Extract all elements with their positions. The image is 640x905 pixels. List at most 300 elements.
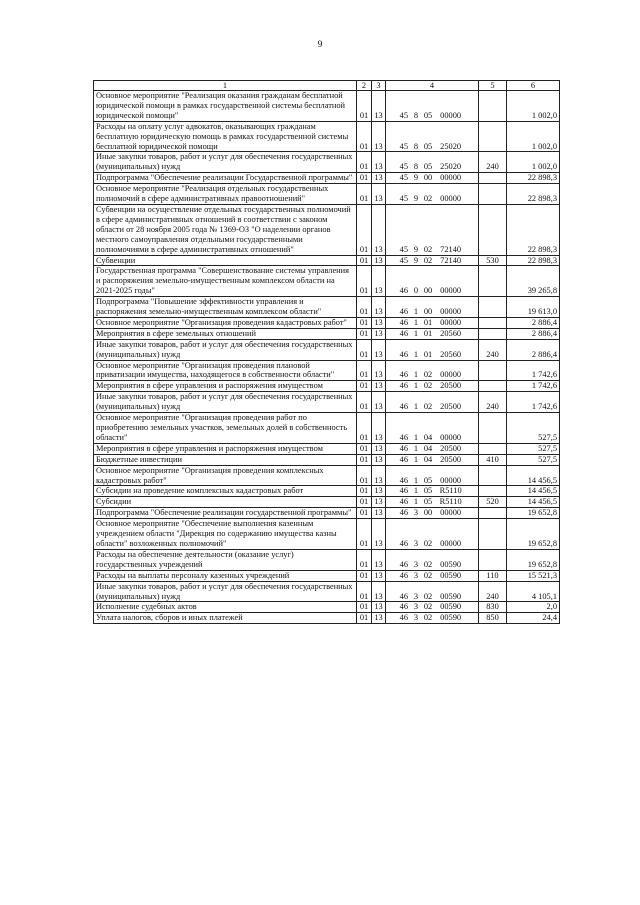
row-program-code [386, 519, 479, 550]
program-code-part: 3 [413, 538, 419, 548]
program-code-part: 3 [413, 613, 419, 623]
row-name: Подпрограмма "Обеспечение реализации государственной программы" [94, 508, 357, 519]
row-name: Иные закупки товаров, работ и услуг для обеспечения государственных (муниципальных) нужд [94, 581, 357, 602]
row-name: Расходы на выплаты персоналу казенных учреждений [94, 570, 357, 581]
row-program-code [386, 602, 479, 613]
program-code-part: 46 [399, 370, 409, 380]
row-name: Подпрограмма "Обеспечение реализации Государственной программы" [94, 173, 357, 184]
row-expense-type [479, 173, 507, 184]
program-code-part: 46 [399, 538, 409, 548]
program-code-part: 02 [423, 194, 433, 204]
table-row [94, 266, 560, 297]
row-name: Мероприятия в сфере земельных отношений [94, 328, 357, 339]
row-expense-type: 520 [479, 497, 507, 508]
header-col-6: 6 [507, 81, 560, 91]
program-code-part: 1 [413, 497, 419, 507]
row-amount: 1 002,0 [507, 121, 560, 152]
row-section: 01 [357, 497, 372, 508]
row-expense-type [479, 360, 507, 381]
program-code-part: 46 [399, 475, 409, 485]
row-subsection: 13 [372, 184, 386, 205]
row-program-code [386, 266, 479, 297]
program-code-part: 00000 [440, 286, 462, 296]
row-name: Основное мероприятие "Реализация оказания гражданам бесплатной юридической помощи в рамках государственной системы бесплатной юридической помощи" [94, 91, 357, 122]
table-row [94, 486, 560, 497]
program-code-part: 8 [413, 162, 419, 172]
table-row [94, 91, 560, 122]
table-row [94, 392, 560, 413]
program-code-part: 05 [423, 497, 433, 507]
row-section: 01 [357, 328, 372, 339]
program-code-part: 00000 [440, 110, 462, 120]
table-row [94, 497, 560, 508]
program-code-part: 05 [423, 162, 433, 172]
row-expense-type: 240 [479, 339, 507, 360]
row-subsection: 13 [372, 549, 386, 570]
table-row [94, 297, 560, 318]
row-program-code [386, 508, 479, 519]
program-code-part: 46 [399, 443, 409, 453]
table-row [94, 204, 560, 255]
row-subsection: 13 [372, 454, 386, 465]
row-subsection: 13 [372, 519, 386, 550]
page-number: 9 [317, 40, 323, 50]
row-subsection: 13 [372, 297, 386, 318]
row-section: 01 [357, 465, 372, 486]
row-program-code [386, 486, 479, 497]
row-section: 01 [357, 339, 372, 360]
table-row [94, 508, 560, 519]
row-expense-type: 110 [479, 570, 507, 581]
program-code-part: 25020 [440, 141, 462, 151]
row-expense-type [479, 549, 507, 570]
row-subsection: 13 [372, 381, 386, 392]
table-row [94, 602, 560, 613]
program-code-part: 00590 [440, 591, 462, 601]
row-section: 01 [357, 613, 372, 624]
program-code-part: 46 [399, 570, 409, 580]
row-section: 01 [357, 392, 372, 413]
program-code-part: 02 [423, 402, 433, 412]
row-name: Иные закупки товаров, работ и услуг для обеспечения государственных (муниципальных) нужд [94, 339, 357, 360]
row-expense-type [479, 297, 507, 318]
table-row [94, 454, 560, 465]
row-amount: 1 742,6 [507, 392, 560, 413]
row-section: 01 [357, 360, 372, 381]
row-amount: 1 742,6 [507, 381, 560, 392]
program-code-part: 3 [413, 559, 419, 569]
budget-table [93, 80, 560, 624]
program-code-part: 46 [399, 317, 409, 327]
program-code-part: 46 [399, 559, 409, 569]
row-subsection: 13 [372, 339, 386, 360]
row-amount: 24,4 [507, 613, 560, 624]
row-section: 01 [357, 413, 372, 444]
table-row [94, 184, 560, 205]
row-section: 01 [357, 381, 372, 392]
row-subsection: 13 [372, 413, 386, 444]
program-code-part: 02 [423, 255, 433, 265]
program-code-part: 04 [423, 432, 433, 442]
row-name: Субвенции [94, 255, 357, 266]
program-code-part: 05 [423, 141, 433, 151]
table-row [94, 317, 560, 328]
row-program-code [386, 465, 479, 486]
row-name: Расходы на обеспечение деятельности (оказание услуг) государственных учреждений [94, 549, 357, 570]
row-subsection: 13 [372, 91, 386, 122]
row-section: 01 [357, 602, 372, 613]
row-amount: 14 456,5 [507, 497, 560, 508]
table-row [94, 173, 560, 184]
row-expense-type: 240 [479, 581, 507, 602]
program-code-part: 00000 [440, 432, 462, 442]
program-code-part: 1 [413, 402, 419, 412]
table-row [94, 339, 560, 360]
row-name: Мероприятия в сфере управления и распоряжения имуществом [94, 381, 357, 392]
table-row [94, 549, 560, 570]
row-program-code [386, 454, 479, 465]
program-code-part: 3 [413, 508, 419, 518]
row-section: 01 [357, 184, 372, 205]
row-section: 01 [357, 570, 372, 581]
program-code-part: 00000 [440, 508, 462, 518]
row-program-code [386, 443, 479, 454]
row-subsection: 13 [372, 255, 386, 266]
row-name: Основное мероприятие "Реализация отдельных государственных полномочий в сфере административных правоотношений" [94, 184, 357, 205]
row-program-code [386, 392, 479, 413]
row-amount: 1 742,6 [507, 360, 560, 381]
row-name: Иные закупки товаров, работ и услуг для обеспечения государственных (муниципальных) нужд [94, 392, 357, 413]
program-code-part: 1 [413, 381, 419, 391]
row-amount: 15 521,3 [507, 570, 560, 581]
program-code-part: 9 [413, 194, 419, 204]
row-expense-type [479, 443, 507, 454]
program-code-part: 3 [413, 570, 419, 580]
program-code-part: 46 [399, 349, 409, 359]
header-col-5: 5 [479, 81, 507, 91]
row-program-code [386, 91, 479, 122]
row-section: 01 [357, 508, 372, 519]
row-subsection: 13 [372, 486, 386, 497]
row-expense-type [479, 508, 507, 519]
row-subsection: 13 [372, 317, 386, 328]
program-code-part: 72140 [440, 244, 462, 254]
row-amount: 2 886,4 [507, 339, 560, 360]
program-code-part: 8 [413, 141, 419, 151]
row-section: 01 [357, 443, 372, 454]
row-program-code [386, 184, 479, 205]
table-row [94, 152, 560, 173]
program-code-part: 00000 [440, 194, 462, 204]
row-program-code [386, 613, 479, 624]
row-amount: 19 652,8 [507, 549, 560, 570]
program-code-part: 02 [423, 244, 433, 254]
row-name: Подпрограмма "Повышение эффективности управления и распоряжения земельно-имущественным комплексом области" [94, 297, 357, 318]
program-code-part: 04 [423, 443, 433, 453]
program-code-part: 46 [399, 328, 409, 338]
row-program-code [386, 339, 479, 360]
row-amount: 2,0 [507, 602, 560, 613]
row-subsection: 13 [372, 581, 386, 602]
program-code-part: 1 [413, 432, 419, 442]
program-code-part: 02 [423, 559, 433, 569]
row-program-code [386, 152, 479, 173]
row-expense-type: 850 [479, 613, 507, 624]
row-subsection: 13 [372, 613, 386, 624]
row-amount: 14 456,5 [507, 486, 560, 497]
row-program-code [386, 255, 479, 266]
program-code-part: 02 [423, 370, 433, 380]
program-code-part: 00000 [440, 317, 462, 327]
row-subsection: 13 [372, 392, 386, 413]
program-code-part: 01 [423, 349, 433, 359]
program-code-part: 00 [423, 173, 433, 183]
program-code-part: 05 [423, 110, 433, 120]
program-code-part: 01 [423, 317, 433, 327]
row-program-code [386, 570, 479, 581]
table-row [94, 121, 560, 152]
program-code-part: 9 [413, 255, 419, 265]
table-row [94, 581, 560, 602]
program-code-part: 02 [423, 591, 433, 601]
program-code-part: 25020 [440, 162, 462, 172]
row-name: Основное мероприятие "Организация проведения работ по приобретению земельных участков, земельных долей в собственность области" [94, 413, 357, 444]
program-code-part: 46 [399, 402, 409, 412]
program-code-part: R5110 [439, 486, 462, 496]
row-subsection: 13 [372, 602, 386, 613]
row-program-code [386, 328, 479, 339]
program-code-part: R5110 [439, 497, 462, 507]
row-amount: 19 613,0 [507, 297, 560, 318]
program-code-part: 9 [413, 173, 419, 183]
row-expense-type [479, 184, 507, 205]
row-section: 01 [357, 519, 372, 550]
row-name: Основное мероприятие "Обеспечение выполнения казенным учреждением области "Дирекция по содержанию имущества казны области" возложенных полномочий" [94, 519, 357, 550]
program-code-part: 46 [399, 508, 409, 518]
row-name: Иные закупки товаров, работ и услуг для обеспечения государственных (муниципальных) нужд [94, 152, 357, 173]
program-code-part: 02 [423, 381, 433, 391]
row-subsection: 13 [372, 204, 386, 255]
row-amount: 19 652,8 [507, 508, 560, 519]
table-row [94, 381, 560, 392]
row-subsection: 13 [372, 328, 386, 339]
row-name: Бюджетные инвестиции [94, 454, 357, 465]
row-name: Субвенции на осуществление отдельных государственных полномочий в сфере административных отношений в соответствии с законом области от 28 ноября 2005 года № 1369-ОЗ "О наделении органов местного самоуправления отдельными государственными полномочиями в сфере административных отношений" [94, 204, 357, 255]
program-code-part: 1 [413, 370, 419, 380]
row-section: 01 [357, 121, 372, 152]
row-section: 01 [357, 255, 372, 266]
row-expense-type: 410 [479, 454, 507, 465]
row-expense-type [479, 486, 507, 497]
program-code-part: 0 [413, 286, 419, 296]
row-amount: 1 002,0 [507, 152, 560, 173]
program-code-part: 00000 [440, 538, 462, 548]
row-subsection: 13 [372, 360, 386, 381]
row-program-code [386, 204, 479, 255]
row-expense-type [479, 266, 507, 297]
program-code-part: 02 [423, 570, 433, 580]
header-col-3: 3 [372, 81, 386, 91]
program-code-part: 20500 [440, 381, 462, 391]
program-code-part: 46 [399, 486, 409, 496]
table-row [94, 613, 560, 624]
row-amount: 22 898,3 [507, 255, 560, 266]
program-code-part: 1 [413, 328, 419, 338]
program-code-part: 05 [423, 475, 433, 485]
row-amount: 22 898,3 [507, 173, 560, 184]
row-expense-type [479, 381, 507, 392]
program-code-part: 1 [413, 454, 419, 464]
table-header-row [94, 81, 560, 91]
row-expense-type [479, 519, 507, 550]
program-code-part: 00 [423, 508, 433, 518]
program-code-part: 00 [423, 286, 433, 296]
row-expense-type [479, 465, 507, 486]
row-name: Мероприятия в сфере управления и распоряжения имуществом [94, 443, 357, 454]
row-section: 01 [357, 266, 372, 297]
program-code-part: 46 [399, 591, 409, 601]
row-subsection: 13 [372, 508, 386, 519]
row-name: Расходы на оплату услуг адвокатов, оказывающих гражданам бесплатную юридическую помощь в рамках государственной системы бесплатной юридической помощи [94, 121, 357, 152]
row-subsection: 13 [372, 266, 386, 297]
program-code-part: 45 [399, 244, 409, 254]
row-subsection: 13 [372, 570, 386, 581]
program-code-part: 45 [399, 173, 409, 183]
row-program-code [386, 297, 479, 318]
table-row [94, 443, 560, 454]
row-subsection: 13 [372, 465, 386, 486]
program-code-part: 20500 [440, 402, 462, 412]
program-code-part: 04 [423, 454, 433, 464]
row-section: 01 [357, 297, 372, 318]
program-code-part: 45 [399, 255, 409, 265]
program-code-part: 20560 [440, 328, 462, 338]
row-expense-type [479, 328, 507, 339]
program-code-part: 02 [423, 538, 433, 548]
row-name: Основное мероприятие "Организация проведения комплексных кадастровых работ" [94, 465, 357, 486]
program-code-part: 46 [399, 381, 409, 391]
row-subsection: 13 [372, 152, 386, 173]
row-amount: 527,5 [507, 454, 560, 465]
table-row [94, 360, 560, 381]
row-amount: 39 265,8 [507, 266, 560, 297]
program-code-part: 46 [399, 454, 409, 464]
program-code-part: 3 [413, 602, 419, 612]
row-program-code [386, 497, 479, 508]
row-section: 01 [357, 549, 372, 570]
table-row [94, 519, 560, 550]
row-program-code [386, 413, 479, 444]
row-amount: 527,5 [507, 443, 560, 454]
row-subsection: 13 [372, 497, 386, 508]
row-section: 01 [357, 454, 372, 465]
program-code-part: 00000 [440, 173, 462, 183]
program-code-part: 45 [399, 110, 409, 120]
row-section: 01 [357, 152, 372, 173]
row-expense-type [479, 121, 507, 152]
program-code-part: 8 [413, 110, 419, 120]
row-name: Субсидии [94, 497, 357, 508]
program-code-part: 02 [423, 602, 433, 612]
program-code-part: 46 [399, 307, 409, 317]
program-code-part: 01 [423, 328, 433, 338]
program-code-part: 00000 [440, 307, 462, 317]
row-program-code [386, 381, 479, 392]
header-col-1: 1 [94, 81, 357, 91]
program-code-part: 00590 [440, 559, 462, 569]
program-code-part: 00000 [440, 370, 462, 380]
program-code-part: 45 [399, 194, 409, 204]
row-expense-type [479, 91, 507, 122]
program-code-part: 20560 [440, 349, 462, 359]
row-section: 01 [357, 91, 372, 122]
row-program-code [386, 360, 479, 381]
row-amount: 19 652,8 [507, 519, 560, 550]
program-code-part: 1 [413, 307, 419, 317]
program-code-part: 20500 [440, 454, 462, 464]
program-code-part: 9 [413, 244, 419, 254]
row-section: 01 [357, 173, 372, 184]
program-code-part: 02 [423, 613, 433, 623]
header-col-2: 2 [357, 81, 372, 91]
row-expense-type: 830 [479, 602, 507, 613]
row-amount: 2 886,4 [507, 328, 560, 339]
row-amount: 22 898,3 [507, 184, 560, 205]
program-code-part: 00590 [440, 613, 462, 623]
program-code-part: 46 [399, 432, 409, 442]
program-code-part: 3 [413, 591, 419, 601]
table-row [94, 328, 560, 339]
row-subsection: 13 [372, 121, 386, 152]
program-code-part: 46 [399, 602, 409, 612]
program-code-part: 00590 [440, 602, 462, 612]
row-name: Уплата налогов, сборов и иных платежей [94, 613, 357, 624]
program-code-part: 46 [399, 497, 409, 507]
program-code-part: 72140 [440, 255, 462, 265]
row-name: Субсидии на проведение комплексных кадастровых работ [94, 486, 357, 497]
header-col-4: 4 [386, 81, 479, 91]
row-name: Исполнение судебных актов [94, 602, 357, 613]
program-code-part: 1 [413, 317, 419, 327]
row-subsection: 13 [372, 443, 386, 454]
row-amount: 2 886,4 [507, 317, 560, 328]
table-row [94, 413, 560, 444]
row-program-code [386, 317, 479, 328]
row-name: Основное мероприятие "Организация проведения плановой приватизации имущества, находящегося в собственности области" [94, 360, 357, 381]
table-row [94, 570, 560, 581]
row-expense-type: 530 [479, 255, 507, 266]
row-subsection: 13 [372, 173, 386, 184]
row-amount: 4 105,1 [507, 581, 560, 602]
table-row [94, 465, 560, 486]
row-program-code [386, 121, 479, 152]
row-program-code [386, 581, 479, 602]
row-amount: 1 002,0 [507, 91, 560, 122]
row-section: 01 [357, 317, 372, 328]
program-code-part: 46 [399, 286, 409, 296]
row-name: Государственная программа "Совершенствование системы управления и распоряжения земельно-имущественным комплексом области на 2021-2025 годы" [94, 266, 357, 297]
row-amount: 14 456,5 [507, 465, 560, 486]
row-section: 01 [357, 204, 372, 255]
row-amount: 527,5 [507, 413, 560, 444]
row-section: 01 [357, 581, 372, 602]
program-code-part: 00000 [440, 475, 462, 485]
row-expense-type [479, 413, 507, 444]
program-code-part: 1 [413, 349, 419, 359]
program-code-part: 1 [413, 486, 419, 496]
row-amount: 22 898,3 [507, 204, 560, 255]
program-code-part: 45 [399, 141, 409, 151]
